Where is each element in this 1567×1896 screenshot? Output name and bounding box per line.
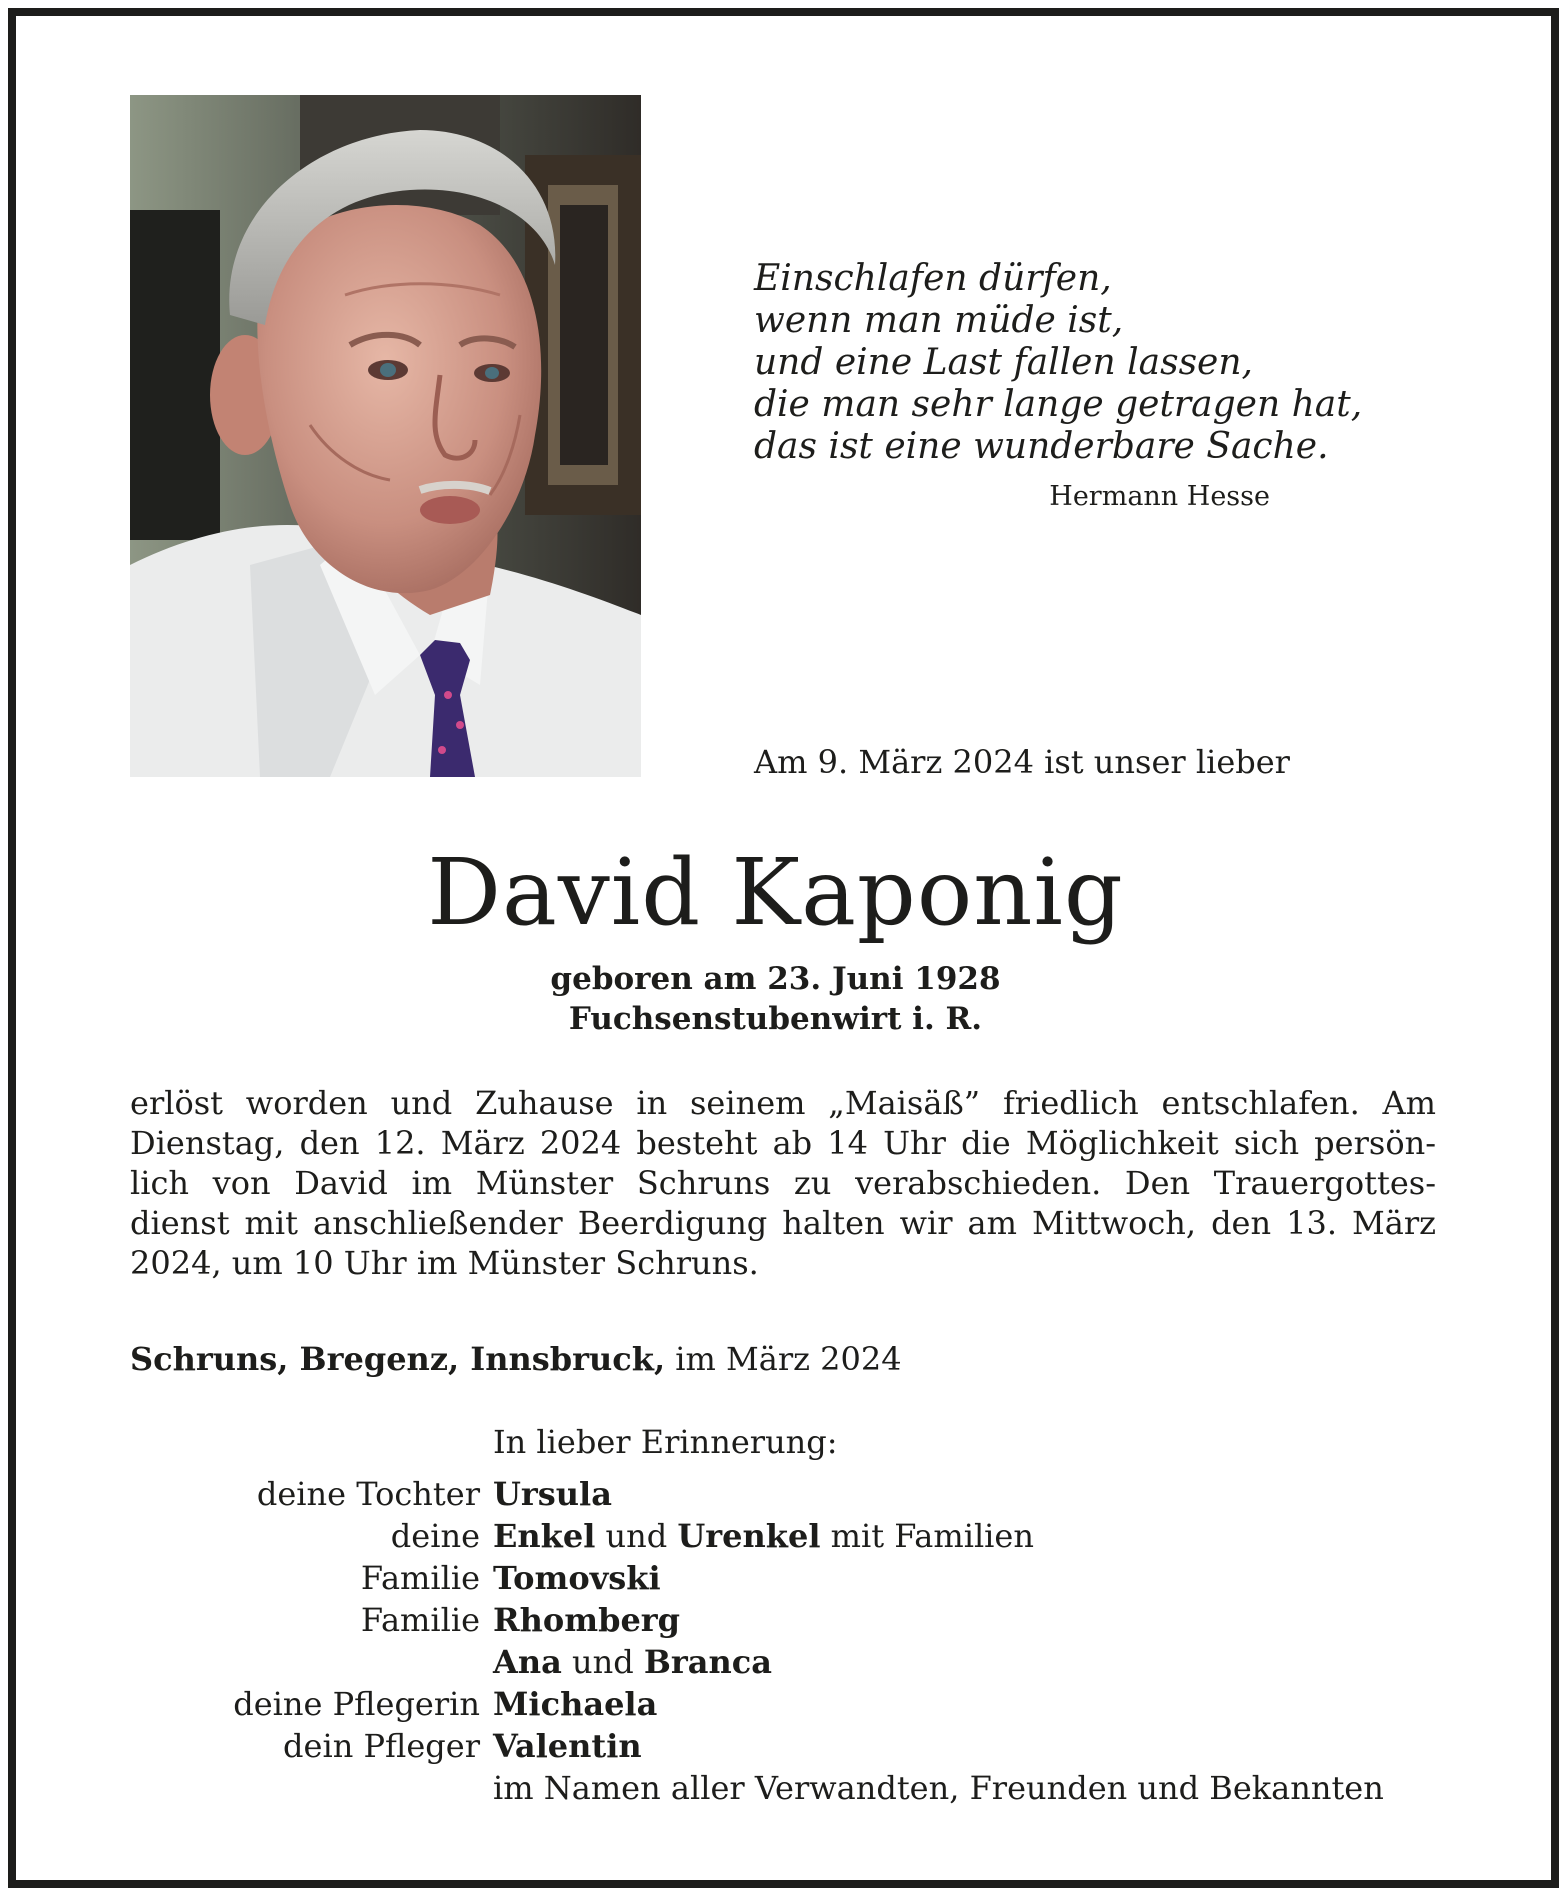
mourner-row [130,1767,1450,1809]
mourner-row [130,1599,1450,1641]
mourner-conjunction: und [595,1517,678,1555]
mourners-list [130,1473,1450,1809]
body-line: dienst mit anschließender Beerdigung halten wir am Mittwoch, den 13. März [130,1204,1436,1242]
body-line: 2024, um 10 Uhr im Münster Schruns. [130,1244,759,1282]
mourner-name: Tomovski [493,1559,661,1597]
mourner-name: Ana [493,1643,562,1681]
mourner-name: Rhomberg [493,1601,681,1639]
mourner-relation: dein Pfleger [283,1727,480,1765]
mourner-conjunction: und [561,1643,644,1681]
body-line: Dienstag, den 12. März 2024 besteht ab 14 Uhr die Möglichkeit sich persön- [130,1124,1436,1162]
quote-line: das ist eine wunderbare Sache. [754,426,1329,467]
portrait-illustration [130,95,641,777]
quote-author: Hermann Hesse [1049,481,1270,512]
mourner-row [130,1557,1450,1599]
mourner-name: Branca [643,1643,772,1681]
mourner-row [130,1683,1450,1725]
body-line: erlöst worden und Zuhause in seinem „Maisäß” friedlich entschlafen. Am [130,1084,1436,1122]
place-date [130,1340,902,1378]
quote-line: wenn man müde ist, [754,300,1124,341]
mourner-relation [130,1641,493,1683]
mourner-relation: Familie [360,1559,480,1597]
birth-date: geboren am 23. Juni 1928 [550,961,1001,997]
mourner-row [130,1473,1450,1515]
place-towns: Schruns, Bregenz, Innsbruck, [130,1340,666,1378]
mourner-relation: deine Tochter [256,1475,480,1513]
deceased-name: David Kaponig [427,839,1124,946]
intro-text: Am 9. März 2024 ist unser lieber [754,743,1290,781]
occupation: Fuchsenstubenwirt i. R. [568,1001,983,1037]
quote-line: Einschlafen dürfen, [754,258,1112,299]
quote-line: die man sehr lange getragen hat, [754,384,1363,425]
quote-line: und eine Last fallen lassen, [754,342,1253,383]
mourner-name: Ursula [493,1475,612,1513]
mourner-relation: deine [390,1517,480,1555]
hesse-quote [754,258,1363,468]
mourner-relation: Familie [360,1601,480,1639]
mourner-name: Michaela [493,1685,658,1723]
announcement-body [130,1083,1436,1283]
mourner-row [130,1641,1450,1683]
place-month: im März 2024 [665,1340,902,1378]
mourner-relation: deine Pflegerin [233,1685,480,1723]
mourner-name: Urenkel [677,1517,821,1555]
mourner-relation [130,1767,493,1809]
mourner-suffix: mit Familien [820,1517,1034,1555]
portrait-photo [130,95,641,777]
mourner-row [130,1725,1450,1767]
memory-heading: In lieber Erinnerung: [493,1423,838,1461]
mourner-name: Valentin [493,1727,642,1765]
mourner-closing: im Namen aller Verwandten, Freunden und Bekannten [493,1769,1384,1807]
body-line: lich von David im Münster Schruns zu verabschieden. Den Trauergottes- [130,1164,1436,1202]
mourner-name: Enkel [493,1517,596,1555]
mourner-row [130,1515,1450,1557]
